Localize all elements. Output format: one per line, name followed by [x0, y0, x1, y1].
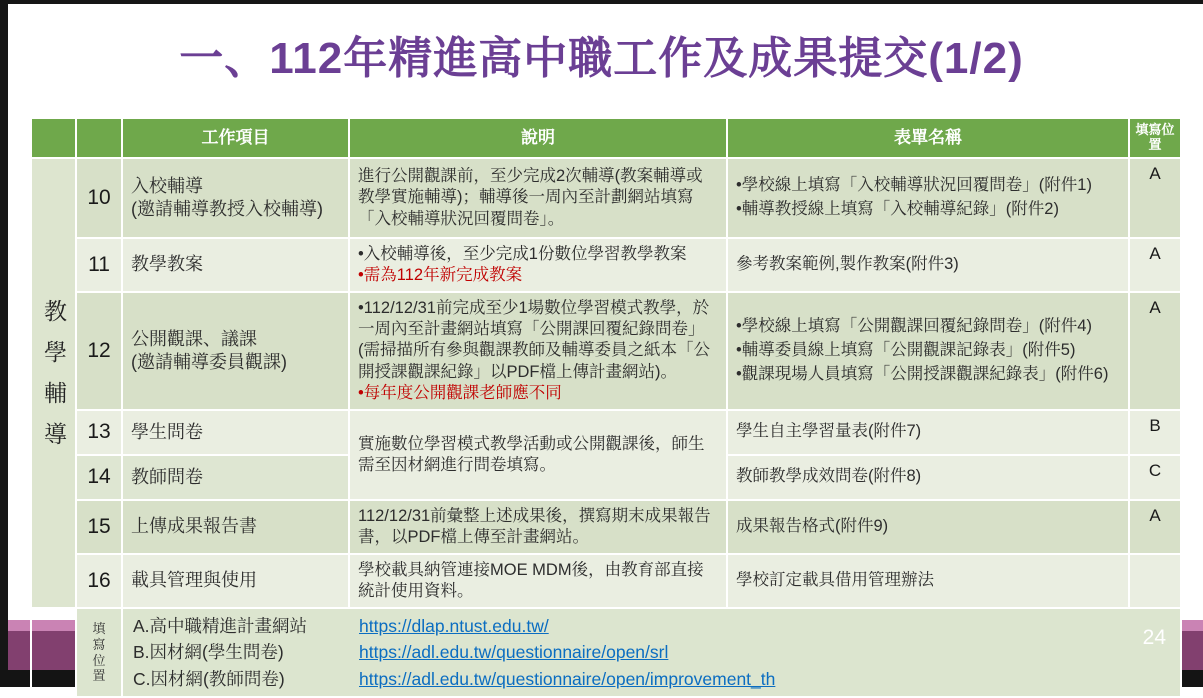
group-label: 教學輔導 [41, 298, 67, 463]
row-11-location: A [1129, 238, 1181, 292]
legend-empty-cell [31, 608, 76, 697]
window-left-edge [0, 0, 8, 687]
header-fill-location: 填寫位置 [1129, 118, 1181, 158]
row-15-work-item: 上傳成果報告書 [122, 500, 349, 554]
row-10-location: A [1129, 158, 1181, 238]
row-12-work-item: 公開觀課、議課 (邀請輔導委員觀課) [122, 292, 349, 410]
legend-name-a: A.高中職精進計畫網站 [133, 616, 308, 637]
row-13-work-item: 學生問卷 [122, 410, 349, 455]
legend-content [122, 608, 1181, 697]
row-14-work-item: 教師問卷 [122, 455, 349, 500]
row-16-forms: 學校訂定載具借用管理辦法 [727, 554, 1129, 608]
row-12-location: A [1129, 292, 1181, 410]
row-10-number: 10 [76, 158, 122, 238]
row-15-description: 112/12/31前彙整上述成果後，撰寫期末成果報告書，以PDF檔上傳至計畫網站。 [349, 500, 727, 554]
row-11-work-item: 教學教案 [122, 238, 349, 292]
table-row [31, 292, 1181, 410]
row-13-location: B [1129, 410, 1181, 455]
legend-name-b: B.因材網(學生問卷) [133, 642, 284, 663]
legend-link-a[interactable]: https://dlap.ntust.edu.tw/ [359, 616, 549, 637]
row-10-description: 進行公開觀課前，至少完成2次輔導(教案輔導或教學實施輔導)；輔導後一周內至計劃網站填寫「入校輔導狀況回覆問卷」。 [349, 158, 727, 238]
row-14-forms: 教師教學成效問卷(附件8) [727, 455, 1129, 500]
row-10-work-item: 入校輔導 (邀請輔導教授入校輔導) [122, 158, 349, 238]
row-13-number: 13 [76, 410, 122, 455]
row-11-number: 11 [76, 238, 122, 292]
row-12-forms: •學校線上填寫「公開觀課回覆紀錄問卷」(附件4) •輔導委員線上填寫「公開觀課記錄表」(附件5) •觀課現場人員填寫「公開授課觀課紀錄表」(附件6) [727, 292, 1129, 410]
header-number-cell [76, 118, 122, 158]
header-work-item: 工作項目 [122, 118, 349, 158]
page-number: 24 [1142, 626, 1166, 649]
row-16-description: 學校載具納管連接MOE MDM後，由教育部直接統計使用資料。 [349, 554, 727, 608]
row-15-forms: 成果報告格式(附件9) [727, 500, 1129, 554]
row-14-location: C [1129, 455, 1181, 500]
group-label-cell [31, 158, 76, 608]
row-12-description-red: •每年度公開觀課老師應不同 [358, 383, 562, 402]
table-row [31, 410, 1181, 455]
row-12-number: 12 [76, 292, 122, 410]
legend-line-b [133, 639, 1170, 665]
header-description: 說明 [349, 118, 727, 158]
row-13-14-shared-description: 實施數位學習模式教學活動或公開觀課後，師生需至因材網進行問卷填寫。 [349, 410, 727, 500]
legend-line-c [133, 666, 1170, 692]
legend-link-b[interactable]: https://adl.edu.tw/questionnaire/open/srl [359, 642, 669, 663]
row-10-forms: •學校線上填寫「入校輔導狀況回覆問卷」(附件1) •輔導教授線上填寫「入校輔導紀錄」(附件2) [727, 158, 1129, 238]
legend-row [31, 608, 1181, 697]
row-16-number: 16 [76, 554, 122, 608]
table-row [31, 500, 1181, 554]
row-15-location: A [1129, 500, 1181, 554]
row-11-description-red: •需為112年新完成教案 [358, 266, 523, 285]
legend-name-c: C.因材網(教師問卷) [133, 668, 285, 689]
header-group-cell [31, 118, 76, 158]
row-16-work-item: 載具管理與使用 [122, 554, 349, 608]
row-14-number: 14 [76, 455, 122, 500]
row-12-description: •112/12/31前完成至少1場數位學習模式教學，於一周內至計畫網站填寫「公開課回覆紀錄問卷」(需掃描所有參與觀課教師及輔導委員之紙本「公開授課觀課紀錄」以PDF檔上傳計畫網站)。 •每年度公開觀課老師應不同 [349, 292, 727, 410]
header-form-name: 表單名稱 [727, 118, 1129, 158]
legend-line-a [133, 613, 1170, 639]
window-top-edge [0, 0, 1203, 4]
row-16-location [1129, 554, 1181, 608]
row-13-forms: 學生自主學習量表(附件7) [727, 410, 1129, 455]
legend-link-c[interactable]: https://adl.edu.tw/questionnaire/open/improvement_th [359, 668, 776, 689]
row-11-description: •入校輔導後，至少完成1份數位學習教學教案 •需為112年新完成教案 [349, 238, 727, 292]
row-11-forms: 參考教案範例,製作教案(附件3) [727, 238, 1129, 292]
row-15-number: 15 [76, 500, 122, 554]
work-items-table [30, 117, 1182, 698]
legend-label: 填寫位置 [76, 608, 122, 697]
table-header-row [31, 118, 1181, 158]
table-row [31, 554, 1181, 608]
table-row [31, 238, 1181, 292]
table-row [31, 158, 1181, 238]
slide-title: 一、112年精進高中職工作及成果提交(1/2) [179, 34, 1024, 83]
